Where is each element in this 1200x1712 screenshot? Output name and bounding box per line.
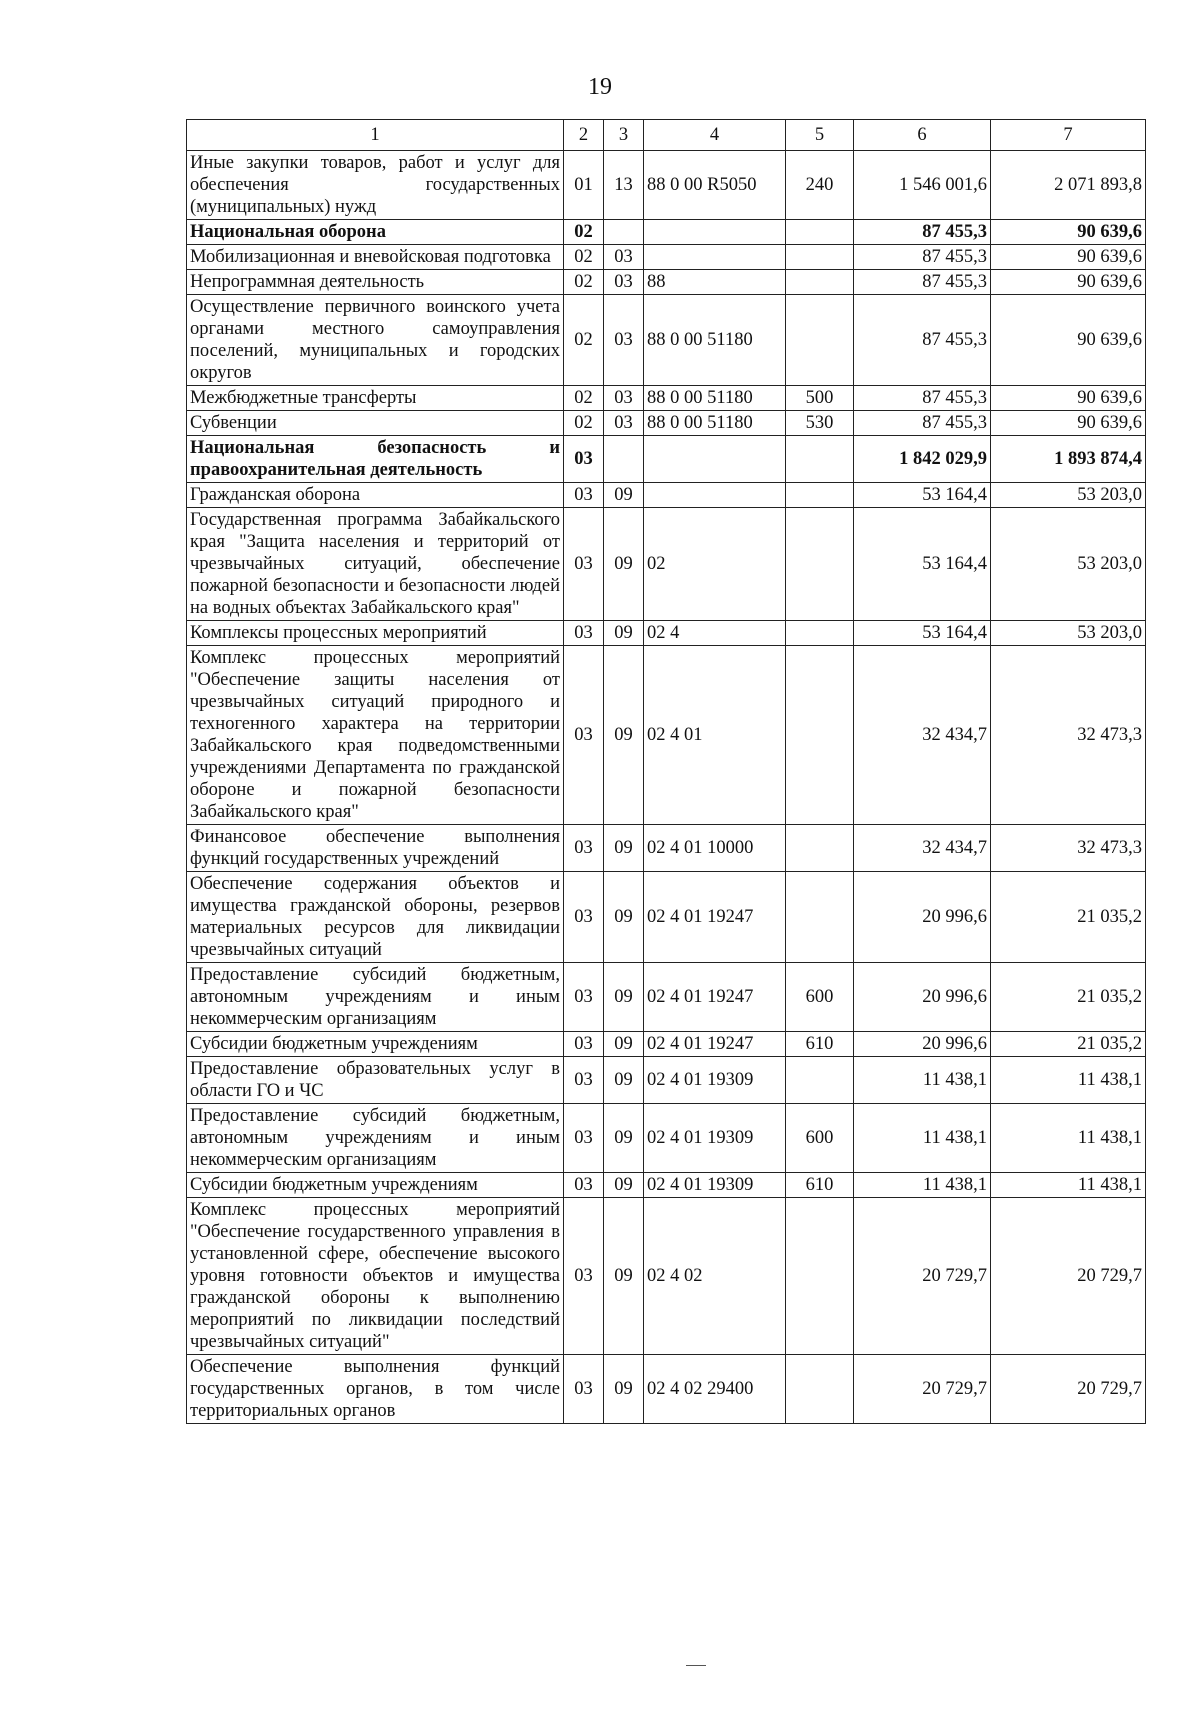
expense-type-cell: 240 bbox=[786, 151, 854, 220]
section-code-cell: 03 bbox=[564, 1032, 604, 1057]
row-name-cell: Национальная оборона bbox=[187, 220, 564, 245]
amount-year2-cell: 11 438,1 bbox=[991, 1104, 1146, 1173]
amount-year1-cell: 1 546 001,6 bbox=[854, 151, 991, 220]
header-cell: 1 bbox=[187, 120, 564, 151]
amount-year1-cell: 32 434,7 bbox=[854, 646, 991, 825]
target-article-cell: 88 bbox=[644, 270, 786, 295]
target-article-cell: 02 4 01 bbox=[644, 646, 786, 825]
table-row bbox=[187, 270, 1146, 295]
amount-year2-cell: 90 639,6 bbox=[991, 386, 1146, 411]
amount-year2-cell: 90 639,6 bbox=[991, 295, 1146, 386]
table-row bbox=[187, 872, 1146, 963]
amount-year1-cell: 53 164,4 bbox=[854, 483, 991, 508]
header-cell: 4 bbox=[644, 120, 786, 151]
expense-type-cell bbox=[786, 508, 854, 621]
table-row bbox=[187, 245, 1146, 270]
amount-year1-cell: 11 438,1 bbox=[854, 1173, 991, 1198]
expense-type-cell bbox=[786, 436, 854, 483]
row-name-cell: Государственная программа Забайкальского края "Защита населения и территорий от чрезвычайных ситуаций, обеспечение пожарной безопасности и безопасности людей на водных объектах Забайкальского края" bbox=[187, 508, 564, 621]
page-number: 19 bbox=[588, 74, 612, 100]
amount-year2-cell: 90 639,6 bbox=[991, 245, 1146, 270]
amount-year1-cell: 87 455,3 bbox=[854, 295, 991, 386]
section-code-cell: 02 bbox=[564, 245, 604, 270]
row-name-cell: Обеспечение выполнения функций государственных органов, в том числе территориальных органов bbox=[187, 1355, 564, 1424]
table-row bbox=[187, 825, 1146, 872]
amount-year1-cell: 87 455,3 bbox=[854, 220, 991, 245]
subsection-code-cell: 09 bbox=[604, 1104, 644, 1173]
expense-type-cell bbox=[786, 621, 854, 646]
row-name-cell: Иные закупки товаров, работ и услуг для обеспечения государственных (муниципальных) нужд bbox=[187, 151, 564, 220]
table-row bbox=[187, 1173, 1146, 1198]
subsection-code-cell: 03 bbox=[604, 270, 644, 295]
amount-year2-cell: 53 203,0 bbox=[991, 483, 1146, 508]
target-article-cell: 88 0 00 51180 bbox=[644, 386, 786, 411]
amount-year1-cell: 11 438,1 bbox=[854, 1104, 991, 1173]
amount-year1-cell: 87 455,3 bbox=[854, 270, 991, 295]
section-code-cell: 02 bbox=[564, 386, 604, 411]
expense-type-cell bbox=[786, 245, 854, 270]
row-name-cell: Предоставление субсидий бюджетным, автономным учреждениям и иным некоммерческим организациям bbox=[187, 963, 564, 1032]
amount-year1-cell: 87 455,3 bbox=[854, 386, 991, 411]
subsection-code-cell: 09 bbox=[604, 1198, 644, 1355]
target-article-cell bbox=[644, 220, 786, 245]
subsection-code-cell bbox=[604, 220, 644, 245]
section-code-cell: 03 bbox=[564, 646, 604, 825]
row-name-cell: Комплекс процессных мероприятий "Обеспечение государственного управления в установленной сфере, обеспечение высокого уровня готовности объектов и имущества гражданской обороны к выполнению мероприятий по ликвидации последствий чрезвычайных ситуаций" bbox=[187, 1198, 564, 1355]
amount-year2-cell: 53 203,0 bbox=[991, 621, 1146, 646]
table-row bbox=[187, 963, 1146, 1032]
table-row bbox=[187, 151, 1146, 220]
expense-type-cell bbox=[786, 1057, 854, 1104]
amount-year1-cell: 20 996,6 bbox=[854, 1032, 991, 1057]
expense-type-cell: 500 bbox=[786, 386, 854, 411]
row-name-cell: Мобилизационная и вневойсковая подготовка bbox=[187, 245, 564, 270]
subsection-code-cell: 03 bbox=[604, 245, 644, 270]
amount-year1-cell: 53 164,4 bbox=[854, 621, 991, 646]
amount-year2-cell: 90 639,6 bbox=[991, 411, 1146, 436]
target-article-cell: 02 4 02 bbox=[644, 1198, 786, 1355]
row-name-cell: Комплекс процессных мероприятий "Обеспечение защиты населения от чрезвычайных ситуаций природного и техногенного характера на территории Забайкальского края подведомственными учреждениями Департамента по гражданской обороне и пожарной безопасности Забайкальского края" bbox=[187, 646, 564, 825]
header-cell: 5 bbox=[786, 120, 854, 151]
header-cell: 3 bbox=[604, 120, 644, 151]
amount-year1-cell: 32 434,7 bbox=[854, 825, 991, 872]
row-name-cell: Предоставление субсидий бюджетным, автономным учреждениям и иным некоммерческим организациям bbox=[187, 1104, 564, 1173]
amount-year2-cell: 90 639,6 bbox=[991, 220, 1146, 245]
target-article-cell: 02 4 01 19247 bbox=[644, 963, 786, 1032]
target-article-cell: 02 4 01 19247 bbox=[644, 1032, 786, 1057]
expense-type-cell bbox=[786, 872, 854, 963]
target-article-cell: 02 4 01 19309 bbox=[644, 1173, 786, 1198]
header-cell: 7 bbox=[991, 120, 1146, 151]
section-code-cell: 03 bbox=[564, 1057, 604, 1104]
row-name-cell: Субсидии бюджетным учреждениям bbox=[187, 1032, 564, 1057]
subsection-code-cell: 13 bbox=[604, 151, 644, 220]
amount-year2-cell: 11 438,1 bbox=[991, 1173, 1146, 1198]
section-code-cell: 01 bbox=[564, 151, 604, 220]
subsection-code-cell: 09 bbox=[604, 483, 644, 508]
target-article-cell: 88 0 00 51180 bbox=[644, 411, 786, 436]
amount-year2-cell: 32 473,3 bbox=[991, 825, 1146, 872]
row-name-cell: Осуществление первичного воинского учета органами местного самоуправления поселений, муниципальных и городских округов bbox=[187, 295, 564, 386]
amount-year1-cell: 20 729,7 bbox=[854, 1198, 991, 1355]
row-name-cell: Субвенции bbox=[187, 411, 564, 436]
table-row bbox=[187, 1355, 1146, 1424]
target-article-cell bbox=[644, 483, 786, 508]
header-cell: 2 bbox=[564, 120, 604, 151]
section-code-cell: 03 bbox=[564, 1104, 604, 1173]
section-code-cell: 03 bbox=[564, 1198, 604, 1355]
expense-type-cell: 600 bbox=[786, 1104, 854, 1173]
target-article-cell: 02 bbox=[644, 508, 786, 621]
target-article-cell: 88 0 00 51180 bbox=[644, 295, 786, 386]
table-row bbox=[187, 386, 1146, 411]
amount-year2-cell: 53 203,0 bbox=[991, 508, 1146, 621]
section-code-cell: 02 bbox=[564, 220, 604, 245]
amount-year1-cell: 20 729,7 bbox=[854, 1355, 991, 1424]
section-code-cell: 03 bbox=[564, 1355, 604, 1424]
subsection-code-cell: 03 bbox=[604, 386, 644, 411]
subsection-code-cell: 09 bbox=[604, 872, 644, 963]
expense-type-cell: 610 bbox=[786, 1173, 854, 1198]
table-row bbox=[187, 1032, 1146, 1057]
section-code-cell: 03 bbox=[564, 621, 604, 646]
amount-year2-cell: 32 473,3 bbox=[991, 646, 1146, 825]
row-name-cell: Обеспечение содержания объектов и имущества гражданской обороны, резервов материальных ресурсов для ликвидации чрезвычайных ситуаций bbox=[187, 872, 564, 963]
table-row bbox=[187, 1057, 1146, 1104]
section-code-cell: 03 bbox=[564, 508, 604, 621]
amount-year1-cell: 20 996,6 bbox=[854, 872, 991, 963]
subsection-code-cell: 09 bbox=[604, 825, 644, 872]
table-row bbox=[187, 436, 1146, 483]
subsection-code-cell: 09 bbox=[604, 508, 644, 621]
amount-year1-cell: 53 164,4 bbox=[854, 508, 991, 621]
section-code-cell: 03 bbox=[564, 1173, 604, 1198]
section-code-cell: 02 bbox=[564, 411, 604, 436]
subsection-code-cell bbox=[604, 436, 644, 483]
amount-year1-cell: 1 842 029,9 bbox=[854, 436, 991, 483]
table-row bbox=[187, 483, 1146, 508]
section-code-cell: 03 bbox=[564, 825, 604, 872]
table-row bbox=[187, 646, 1146, 825]
expense-type-cell bbox=[786, 220, 854, 245]
section-code-cell: 03 bbox=[564, 436, 604, 483]
expense-type-cell bbox=[786, 295, 854, 386]
subsection-code-cell: 09 bbox=[604, 1032, 644, 1057]
target-article-cell: 88 0 00 R5050 bbox=[644, 151, 786, 220]
row-name-cell: Национальная безопасность и правоохранительная деятельность bbox=[187, 436, 564, 483]
table-row bbox=[187, 411, 1146, 436]
expense-type-cell bbox=[786, 270, 854, 295]
table-row bbox=[187, 220, 1146, 245]
target-article-cell: 02 4 01 10000 bbox=[644, 825, 786, 872]
amount-year2-cell: 21 035,2 bbox=[991, 963, 1146, 1032]
row-name-cell: Непрограммная деятельность bbox=[187, 270, 564, 295]
amount-year1-cell: 87 455,3 bbox=[854, 411, 991, 436]
subsection-code-cell: 09 bbox=[604, 963, 644, 1032]
amount-year2-cell: 20 729,7 bbox=[991, 1355, 1146, 1424]
expense-type-cell bbox=[786, 1355, 854, 1424]
table-row bbox=[187, 1104, 1146, 1173]
amount-year2-cell: 90 639,6 bbox=[991, 270, 1146, 295]
row-name-cell: Комплексы процессных мероприятий bbox=[187, 621, 564, 646]
expense-type-cell bbox=[786, 825, 854, 872]
subsection-code-cell: 09 bbox=[604, 1355, 644, 1424]
table-body bbox=[187, 120, 1146, 1424]
subsection-code-cell: 09 bbox=[604, 621, 644, 646]
amount-year2-cell: 20 729,7 bbox=[991, 1198, 1146, 1355]
target-article-cell: 02 4 02 29400 bbox=[644, 1355, 786, 1424]
bottom-dash bbox=[686, 1665, 706, 1666]
amount-year2-cell: 2 071 893,8 bbox=[991, 151, 1146, 220]
target-article-cell bbox=[644, 245, 786, 270]
amount-year1-cell: 20 996,6 bbox=[854, 963, 991, 1032]
expense-type-cell: 530 bbox=[786, 411, 854, 436]
row-name-cell: Межбюджетные трансферты bbox=[187, 386, 564, 411]
expense-type-cell bbox=[786, 1198, 854, 1355]
subsection-code-cell: 09 bbox=[604, 1057, 644, 1104]
expense-type-cell bbox=[786, 646, 854, 825]
section-code-cell: 02 bbox=[564, 295, 604, 386]
header-cell: 6 bbox=[854, 120, 991, 151]
table-row bbox=[187, 295, 1146, 386]
subsection-code-cell: 09 bbox=[604, 1173, 644, 1198]
budget-table bbox=[186, 119, 1146, 1424]
amount-year1-cell: 11 438,1 bbox=[854, 1057, 991, 1104]
amount-year2-cell: 21 035,2 bbox=[991, 1032, 1146, 1057]
table-row bbox=[187, 1198, 1146, 1355]
row-name-cell: Финансовое обеспечение выполнения функций государственных учреждений bbox=[187, 825, 564, 872]
table-header-row bbox=[187, 120, 1146, 151]
subsection-code-cell: 03 bbox=[604, 295, 644, 386]
section-code-cell: 02 bbox=[564, 270, 604, 295]
expense-type-cell: 610 bbox=[786, 1032, 854, 1057]
subsection-code-cell: 03 bbox=[604, 411, 644, 436]
target-article-cell bbox=[644, 436, 786, 483]
section-code-cell: 03 bbox=[564, 483, 604, 508]
table-row bbox=[187, 508, 1146, 621]
section-code-cell: 03 bbox=[564, 963, 604, 1032]
amount-year2-cell: 11 438,1 bbox=[991, 1057, 1146, 1104]
table-row bbox=[187, 621, 1146, 646]
subsection-code-cell: 09 bbox=[604, 646, 644, 825]
amount-year2-cell: 21 035,2 bbox=[991, 872, 1146, 963]
row-name-cell: Субсидии бюджетным учреждениям bbox=[187, 1173, 564, 1198]
row-name-cell: Предоставление образовательных услуг в области ГО и ЧС bbox=[187, 1057, 564, 1104]
target-article-cell: 02 4 01 19309 bbox=[644, 1057, 786, 1104]
amount-year2-cell: 1 893 874,4 bbox=[991, 436, 1146, 483]
expense-type-cell bbox=[786, 483, 854, 508]
expense-type-cell: 600 bbox=[786, 963, 854, 1032]
amount-year1-cell: 87 455,3 bbox=[854, 245, 991, 270]
row-name-cell: Гражданская оборона bbox=[187, 483, 564, 508]
target-article-cell: 02 4 bbox=[644, 621, 786, 646]
target-article-cell: 02 4 01 19309 bbox=[644, 1104, 786, 1173]
section-code-cell: 03 bbox=[564, 872, 604, 963]
target-article-cell: 02 4 01 19247 bbox=[644, 872, 786, 963]
